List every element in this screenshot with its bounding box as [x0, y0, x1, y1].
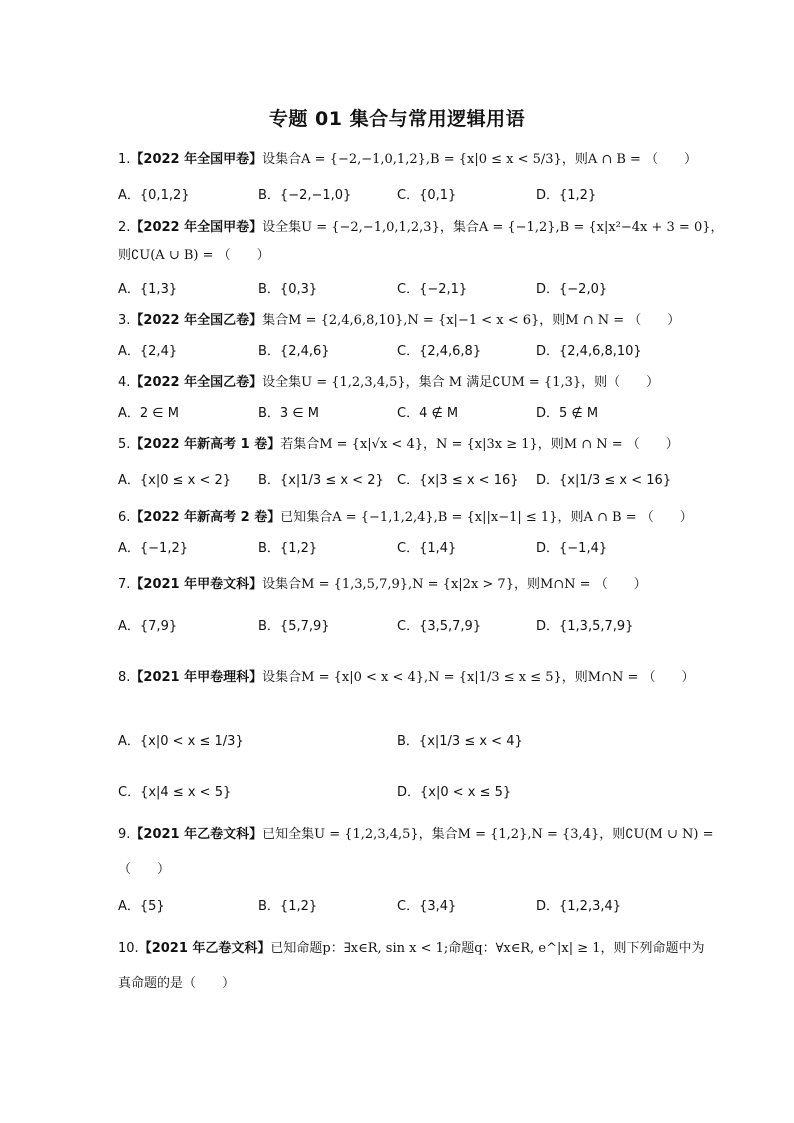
- option-a: A．{x|0 < x ≤ 1/3}: [118, 734, 244, 749]
- option-a: A．{0,1,2}: [118, 188, 190, 203]
- question-source: 【2022 年全国乙卷】: [130, 375, 263, 390]
- question-9-stem: 9.【2021 年乙卷文科】已知全集U = {1,2,3,4,5}，集合M = {1,2},N = {3,4}，则∁U(M ∪ N) =: [118, 827, 714, 842]
- option-b: B．{0,3}: [258, 282, 318, 297]
- question-3-stem: 3.【2022 年全国乙卷】集合M = {2,4,6,8,10},N = {x|−1 < x < 6}，则M ∩ N = （ ）: [118, 313, 681, 328]
- option-c: C．4 ∉ M: [397, 406, 459, 421]
- option-a: A．2 ∈ M: [118, 406, 179, 421]
- option-d: D．{−1,4}: [536, 541, 608, 556]
- question-source: 【2021 年乙卷文科】: [138, 941, 271, 956]
- question-10-stem-cont: 真命题的是（ ）: [118, 976, 236, 991]
- option-a: A．{5}: [118, 899, 165, 914]
- option-c: C．{x|4 ≤ x < 5}: [118, 785, 232, 800]
- question-2-stem-cont: 则∁U(A ∪ B) = （ ）: [118, 248, 270, 263]
- question-2-stem: 2.【2022 年全国甲卷】设全集U = {−2,−1,0,1,2,3}，集合A = {−1,2},B = {x|x²−4x + 3 = 0}，: [118, 220, 724, 235]
- option-c: C．{0,1}: [397, 188, 457, 203]
- option-b: B．{2,4,6}: [258, 344, 330, 359]
- option-a: A．{1,3}: [118, 282, 178, 297]
- option-c: C．{−2,1}: [397, 282, 468, 297]
- option-b: B．{x|1/3 ≤ x < 2}: [258, 473, 384, 488]
- question-8-stem: 8.【2021 年甲卷理科】设集合M = {x|0 < x < 4},N = {x|1/3 ≤ x ≤ 5}，则M∩N = （ ）: [118, 670, 695, 685]
- question-source: 【2022 年新高考 2 卷】: [130, 510, 281, 525]
- question-9-stem-cont: （ ）: [118, 862, 171, 877]
- option-d: D．{1,3,5,7,9}: [536, 619, 634, 634]
- question-source: 【2022 年全国甲卷】: [130, 220, 263, 235]
- question-source: 【2021 年甲卷文科】: [130, 577, 263, 592]
- option-d: D．{1,2,3,4}: [536, 899, 622, 914]
- question-1-stem: 1.【2022 年全国甲卷】设集合A = {−2,−1,0,1,2},B = {x|0 ≤ x < 5/3}，则A ∩ B = （ ）: [118, 152, 698, 167]
- question-6-stem: 6.【2022 年新高考 2 卷】已知集合A = {−1,1,2,4},B = {x||x−1| ≤ 1}，则A ∩ B = （ ）: [118, 510, 693, 525]
- question-source: 【2021 年甲卷理科】: [130, 670, 263, 685]
- question-source: 【2022 年全国甲卷】: [130, 152, 263, 167]
- option-b: B．{1,2}: [258, 541, 318, 556]
- option-a: A．{2,4}: [118, 344, 178, 359]
- option-a: A．{x|0 ≤ x < 2}: [118, 473, 232, 488]
- option-b: B．{x|1/3 ≤ x < 4}: [397, 734, 523, 749]
- option-d: D．{x|0 < x ≤ 5}: [397, 785, 512, 800]
- option-a: A．{7,9}: [118, 619, 178, 634]
- question-10-stem: 10.【2021 年乙卷文科】已知命题p：∃x∈R, sin x < 1;命题q：∀x∈R, e^|x| ≥ 1，则下列命题中为: [118, 941, 705, 956]
- page-title: 专题 01 集合与常用逻辑用语: [268, 108, 526, 130]
- option-c: C．{3,4}: [397, 899, 457, 914]
- question-7-stem: 7.【2021 年甲卷文科】设集合M = {1,3,5,7,9},N = {x|2x > 7}，则M∩N = （ ）: [118, 577, 647, 592]
- option-c: C．{2,4,6,8}: [397, 344, 482, 359]
- option-d: D．{−2,0}: [536, 282, 608, 297]
- question-5-stem: 5.【2022 年新高考 1 卷】若集合M = {x|√x < 4}，N = {x|3x ≥ 1}，则M ∩ N = （ ）: [118, 437, 679, 452]
- option-d: D．5 ∉ M: [536, 406, 599, 421]
- option-c: C．{1,4}: [397, 541, 457, 556]
- option-b: B．3 ∈ M: [258, 406, 319, 421]
- question-4-stem: 4.【2022 年全国乙卷】设全集U = {1,2,3,4,5}，集合 M 满足∁UM = {1,3}，则（ ）: [118, 375, 660, 390]
- option-b: B．{1,2}: [258, 899, 318, 914]
- option-b: B．{5,7,9}: [258, 619, 330, 634]
- question-source: 【2022 年新高考 1 卷】: [130, 437, 281, 452]
- option-b: B．{−2,−1,0}: [258, 188, 352, 203]
- question-source: 【2021 年乙卷文科】: [130, 827, 263, 842]
- option-c: C．{3,5,7,9}: [397, 619, 482, 634]
- option-d: D．{2,4,6,8,10}: [536, 344, 642, 359]
- option-a: A．{−1,2}: [118, 541, 189, 556]
- question-source: 【2022 年全国乙卷】: [130, 313, 263, 328]
- option-c: C．{x|3 ≤ x < 16}: [397, 473, 519, 488]
- option-d: D．{x|1/3 ≤ x < 16}: [536, 473, 672, 488]
- option-d: D．{1,2}: [536, 188, 597, 203]
